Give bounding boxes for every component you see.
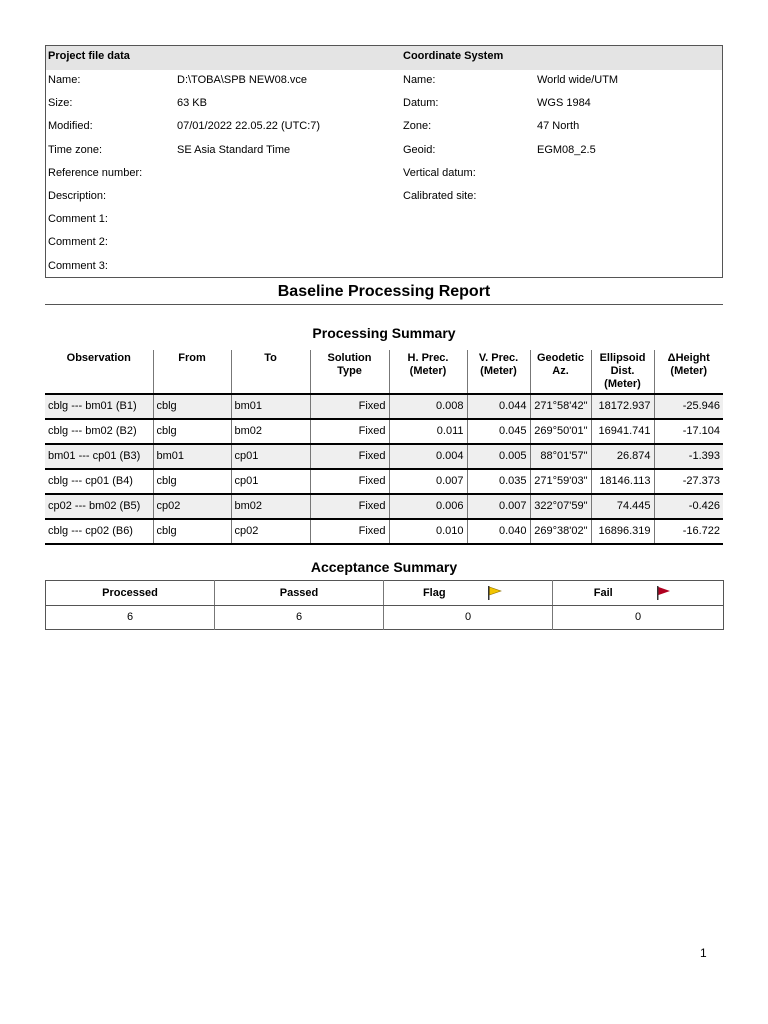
table-cell: Fixed: [310, 419, 389, 444]
table-cell: 0.040: [467, 519, 530, 544]
project-field-value: D:\TOBA\SPB NEW08.vce: [177, 74, 308, 86]
table-cell: 26.874: [591, 444, 654, 469]
table-cell: -1.393: [654, 444, 723, 469]
table-cell: cp01: [231, 469, 310, 494]
page-number: 1: [700, 946, 707, 960]
project-field-value: SE Asia Standard Time: [177, 143, 291, 156]
flag-icon-cell: [485, 581, 553, 606]
table-row: [45, 394, 723, 419]
table-cell: Fixed: [310, 394, 389, 419]
info-row: [46, 93, 722, 116]
table-cell: 0.007: [389, 469, 467, 494]
info-row: [46, 140, 722, 163]
table-cell: cblg --- cp01 (B4): [45, 469, 153, 494]
table-cell: cp01: [231, 444, 310, 469]
table-cell: 269°38'02": [530, 519, 591, 544]
column-header: ΔHeight (Meter): [654, 350, 723, 394]
table-cell: cp02: [153, 494, 231, 519]
project-info-box: [45, 45, 723, 278]
coord-field-label: Calibrated site:: [403, 189, 477, 202]
info-row: [46, 186, 722, 209]
project-field-label: Reference number:: [48, 166, 143, 179]
project-field-value: 07/01/2022 22.05.22 (UTC:7): [177, 120, 321, 133]
table-cell: -27.373: [654, 469, 723, 494]
info-row: [46, 232, 722, 255]
table-row: [45, 419, 723, 444]
table-row: [45, 444, 723, 469]
info-row: [46, 70, 722, 93]
table-cell: 322°07'59": [530, 494, 591, 519]
table-cell: Fixed: [310, 444, 389, 469]
flag-icon: [487, 586, 503, 600]
table-cell: cblg: [153, 394, 231, 419]
table-cell: 0.045: [467, 419, 530, 444]
project-field-label: Name:: [48, 74, 81, 86]
fail-icon-cell: [654, 581, 724, 606]
coord-field-label: Vertical datum:: [403, 166, 476, 179]
table-cell: 74.445: [591, 494, 654, 519]
coord-field-value: World wide/UTM: [537, 74, 619, 86]
table-cell: bm01: [231, 394, 310, 419]
fail-value: 0: [634, 611, 642, 623]
table-cell: 0.035: [467, 469, 530, 494]
table-cell: bm01: [153, 444, 231, 469]
fail-flag-icon: [656, 586, 672, 600]
table-row: [45, 494, 723, 519]
info-rows: [46, 70, 722, 279]
table-cell: 16941.741: [591, 419, 654, 444]
project-file-data-heading: Project file data: [48, 50, 130, 62]
coord-field-label: Name:: [403, 74, 436, 86]
passed-value: 6: [215, 606, 384, 630]
info-header: [46, 46, 722, 70]
table-cell: 271°58'42": [530, 394, 591, 419]
table-row: [45, 519, 723, 544]
table-cell: Fixed: [310, 494, 389, 519]
table-cell: bm01 --- cp01 (B3): [45, 444, 153, 469]
acceptance-summary-title: Acceptance Summary: [310, 559, 458, 575]
table-cell: cblg --- bm01 (B1): [45, 394, 153, 419]
column-header: To: [231, 350, 310, 394]
table-cell: 271°59'03": [530, 469, 591, 494]
project-field-label: Comment 1:: [48, 213, 108, 226]
table-cell: -16.722: [654, 519, 723, 544]
table-cell: -25.946: [654, 394, 723, 419]
project-field-value: 63 KB: [177, 97, 207, 110]
table-cell: 0.044: [467, 394, 530, 419]
table-cell: cblg --- cp02 (B6): [45, 519, 153, 544]
table-cell: 16896.319: [591, 519, 654, 544]
table-cell: 0.010: [389, 519, 467, 544]
table-cell: -0.426: [654, 494, 723, 519]
info-row: [46, 163, 722, 186]
table-cell: cblg --- bm02 (B2): [45, 419, 153, 444]
project-field-label: Size:: [48, 97, 73, 110]
processing-header-row: [45, 350, 723, 394]
column-header: Geodetic Az.: [530, 350, 591, 394]
processing-summary-table: [45, 350, 723, 545]
flag-header: Flag: [384, 581, 485, 606]
table-cell: 0.008: [389, 394, 467, 419]
table-cell: 0.005: [467, 444, 530, 469]
info-row: [46, 116, 722, 139]
table-cell: 0.004: [389, 444, 467, 469]
column-header: Solution Type: [310, 350, 389, 394]
table-cell: Fixed: [310, 469, 389, 494]
table-cell: 18146.113: [591, 469, 654, 494]
coordinate-system-heading: Coordinate System: [403, 50, 504, 62]
table-cell: 269°50'01": [530, 419, 591, 444]
acceptance-values-row: [46, 606, 724, 630]
table-row: [45, 469, 723, 494]
coord-field-value: WGS 1984: [537, 97, 591, 110]
project-field-label: Time zone:: [48, 143, 103, 156]
table-cell: cblg: [153, 519, 231, 544]
table-cell: cp02 --- bm02 (B5): [45, 494, 153, 519]
table-cell: 18172.937: [591, 394, 654, 419]
project-field-label: Comment 2:: [48, 236, 108, 249]
column-header: H. Prec. (Meter): [389, 350, 467, 394]
info-row: [46, 256, 722, 279]
project-field-label: Modified:: [48, 120, 93, 133]
flag-value: 0: [384, 606, 553, 630]
table-cell: cblg: [153, 419, 231, 444]
table-cell: 0.011: [389, 419, 467, 444]
coord-field-label: Datum:: [403, 97, 439, 110]
acceptance-header-row: [46, 581, 724, 606]
column-header: From: [153, 350, 231, 394]
table-cell: cp02: [231, 519, 310, 544]
table-cell: Fixed: [310, 519, 389, 544]
acceptance-summary-table: [45, 580, 724, 630]
table-cell: bm02: [231, 419, 310, 444]
coord-field-value: 47 North: [537, 120, 580, 133]
column-header: Ellipsoid Dist. (Meter): [591, 350, 654, 394]
column-header: V. Prec. (Meter): [467, 350, 530, 394]
table-cell: bm02: [231, 494, 310, 519]
fail-header: Fail: [553, 581, 654, 606]
coord-field-label: Zone:: [403, 120, 432, 133]
table-cell: 0.006: [389, 494, 467, 519]
report-title: Baseline Processing Report: [45, 283, 723, 305]
processing-summary-title: Processing Summary: [312, 325, 456, 341]
table-cell: 0.007: [467, 494, 530, 519]
table-cell: cblg: [153, 469, 231, 494]
table-cell: 88°01'57": [530, 444, 591, 469]
info-row: [46, 209, 722, 232]
coord-field-value: EGM08_2.5: [537, 143, 596, 156]
processing-body: [45, 394, 723, 544]
project-field-label: Comment 3:: [48, 259, 108, 272]
project-field-label: Description:: [48, 189, 107, 202]
processed-header: Processed: [46, 581, 215, 606]
processed-value: 6: [46, 606, 215, 630]
coord-field-label: Geoid:: [403, 143, 436, 156]
passed-header: Passed: [215, 581, 384, 606]
table-cell: -17.104: [654, 419, 723, 444]
column-header: Observation: [45, 350, 153, 394]
